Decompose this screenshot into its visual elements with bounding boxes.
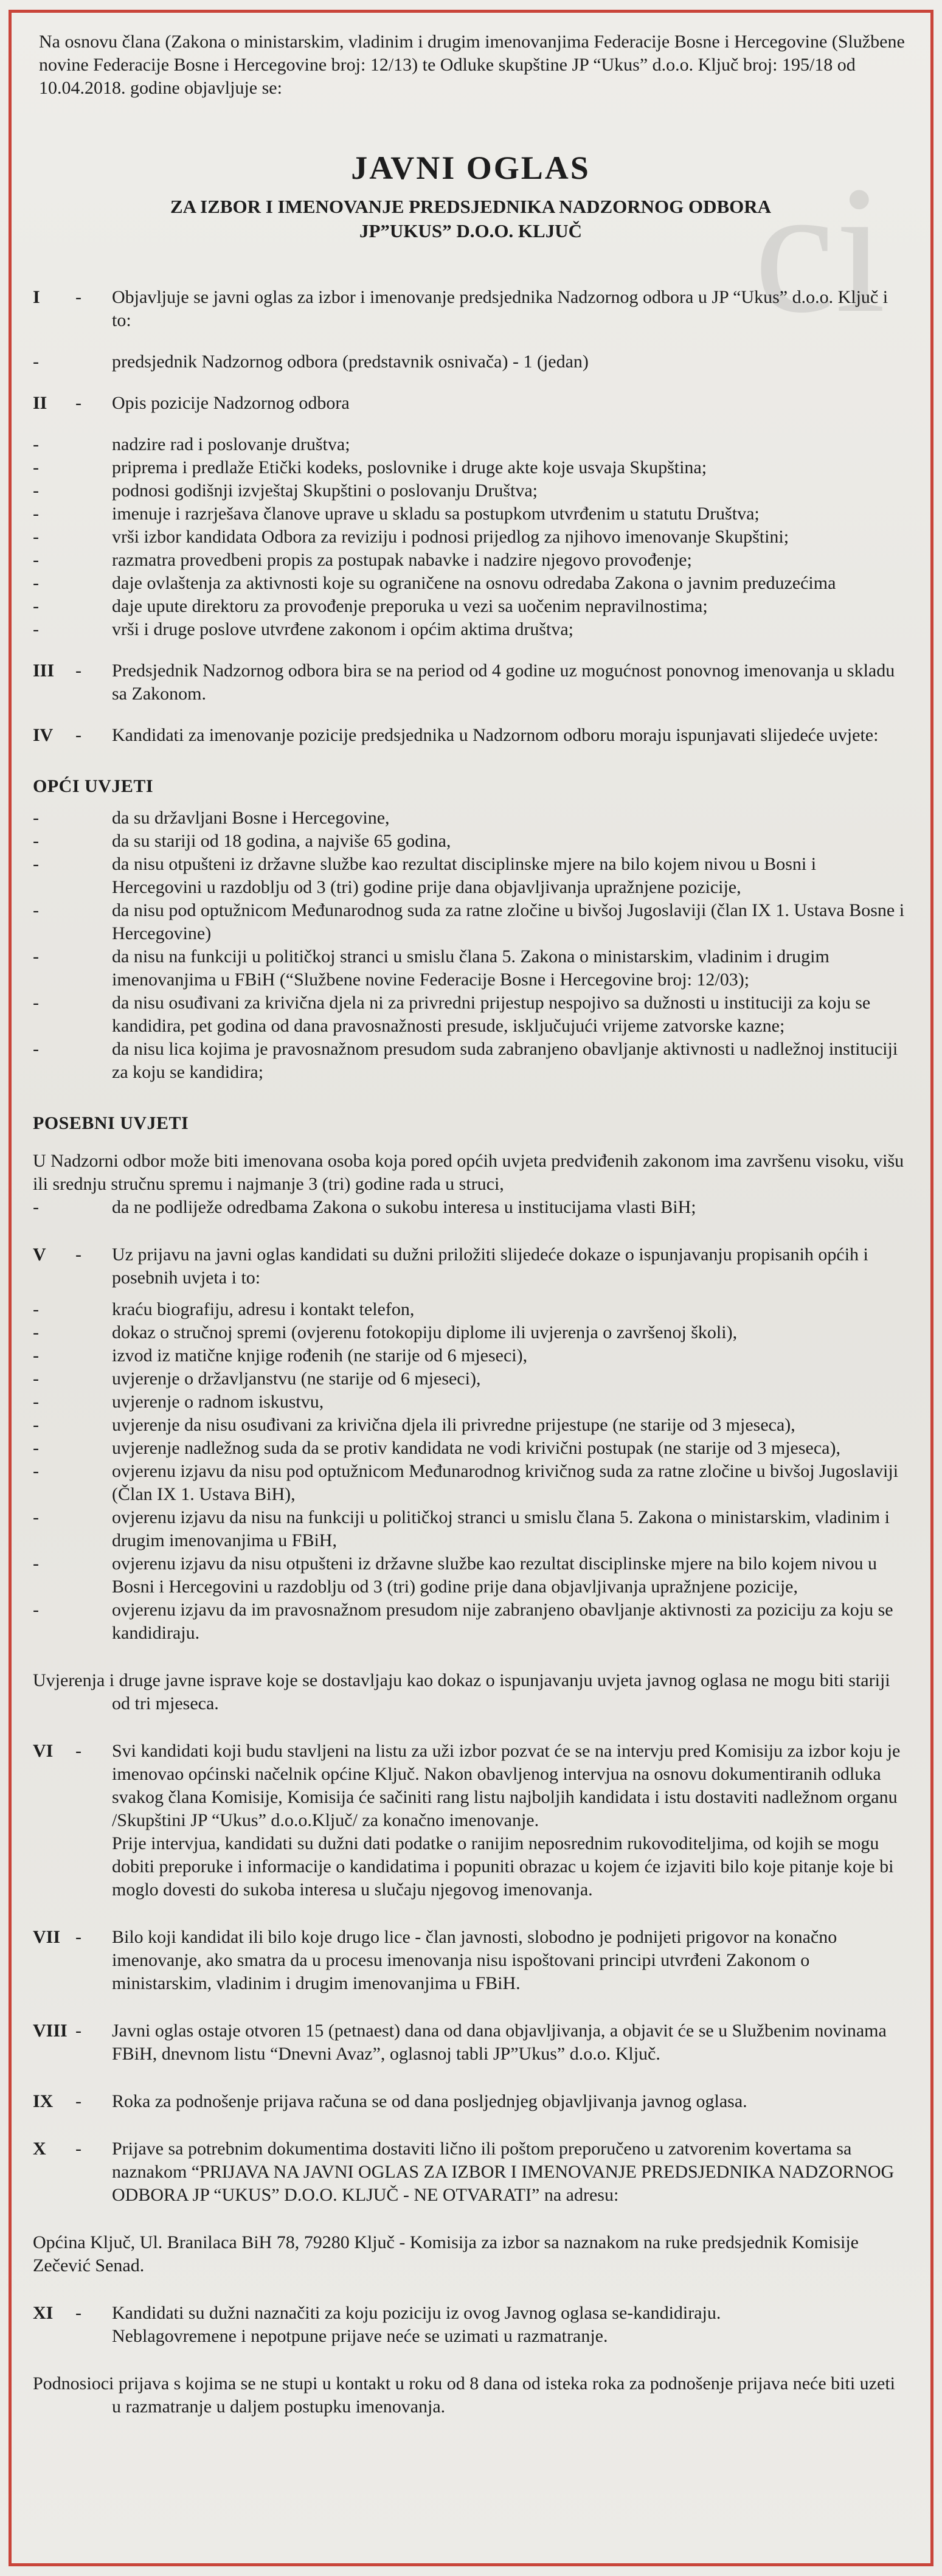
subtitle-line-1: ZA IZBOR I IMENOVANJE PREDSJEDNIKA NADZORNOG ODBORA bbox=[170, 196, 772, 217]
list-item: - vrši i druge poslove utvrđene zakonom i općim aktima društva; bbox=[33, 618, 909, 641]
list-item: - da su stariji od 18 godina, a najviše 65 godina, bbox=[33, 830, 909, 853]
section-7 bbox=[33, 1926, 909, 1995]
list-item: - daje upute direktoru za provođenje preporuka u vezi sa uočenim nepravilnostima; bbox=[33, 595, 909, 618]
section-text: Prijave sa potrebnim dokumentima dostaviti lično ili poštom preporučeno u zatvorenim kovertama sa naznakom “PRIJAVA NA JAVNI OGLAS ZA IZBOR I IMENOVANJE PREDSJEDNIKA NADZORNOG ODBORA JP “UKUS” D.O.O. KLJUČ - NE OTVARATI” na adresu: bbox=[112, 2139, 895, 2205]
bullet-dash: - bbox=[33, 1554, 39, 1574]
bullet-dash: - bbox=[33, 1438, 39, 1458]
certificates-note: Uvjerenja i druge javne isprave koje se dostavljaju kao dokaz o ispunjavanju uvjeta javnog oglasa ne mogu biti stariji od tri mjeseca. bbox=[33, 1670, 890, 1713]
section-number: IX bbox=[33, 2091, 54, 2111]
section-10 bbox=[33, 2137, 909, 2207]
section-dash: - bbox=[75, 1245, 81, 1265]
list-item: - ovjerenu izjavu da nisu na funkciji u političkoj stranci u smislu člana 5. Zakona o ministarskim, vladinim i drugim imenovanjima u FBiH, bbox=[33, 1506, 909, 1552]
section-number: X bbox=[33, 2139, 46, 2159]
bullet-dash: - bbox=[33, 1461, 39, 1481]
section-text: Objavljuje se javni oglas za izbor i imenovanje predsjednika Nadzornog odbora u JP “Ukus” d.o.o. Ključ i to: bbox=[112, 287, 888, 330]
list-item: - ovjerenu izjavu da nisu pod optužnicom Međunarodnog krivičnog suda za ratne zločine u bivšoj Jugoslaviji (Član IX 1. Ustava BiH), bbox=[33, 1460, 909, 1506]
bullet-dash: - bbox=[33, 573, 39, 593]
section-text: Predsjednik Nadzornog odbora bira se na period od 4 godine uz mogućnost ponovnog imenovanja u skladu sa Zakonom. bbox=[112, 661, 895, 704]
section-dash: - bbox=[75, 661, 81, 681]
list-item: - vrši izbor kandidata Odbora za reviziju i podnosi prijedlog za njihovo imenovanje Skupštini; bbox=[33, 526, 909, 549]
section-1 bbox=[33, 286, 909, 332]
section-dash: - bbox=[75, 2091, 81, 2111]
bullet-dash: - bbox=[33, 1197, 39, 1217]
section-dash: - bbox=[75, 393, 81, 413]
bullet-dash: - bbox=[33, 1299, 39, 1319]
list-item: - da nisu otpušteni iz državne službe kao rezultat disciplinske mjere na bilo kojem nivou u Bosni i Hercegovini u razdoblju od 3 (tri) godine prije dana objavljivanja upražnjene pozicije, bbox=[33, 853, 909, 899]
section-11 bbox=[33, 2302, 909, 2348]
section-dash: - bbox=[75, 725, 81, 745]
section-text bbox=[112, 2302, 909, 2348]
bullet-dash: - bbox=[33, 1415, 39, 1435]
bullet-dash: - bbox=[33, 352, 39, 372]
bullet-dash: - bbox=[33, 993, 39, 1013]
bullet-dash: - bbox=[33, 550, 39, 570]
bullet-dash: - bbox=[33, 1039, 39, 1059]
section-number: VI bbox=[33, 1741, 54, 1761]
bullet-dash: - bbox=[33, 1322, 39, 1342]
list-item: - kraću biografiju, adresu i kontakt telefon, bbox=[33, 1298, 909, 1321]
bullet-dash: - bbox=[33, 808, 39, 828]
section-number: IV bbox=[33, 725, 54, 745]
list-item: - daje ovlaštenja za aktivnosti koje su ograničene na osnovu odredaba Zakona o javnim preduzećima bbox=[33, 572, 909, 595]
section-2 bbox=[33, 392, 909, 415]
section-dash: - bbox=[75, 2139, 81, 2159]
list-item: - uvjerenje nadležnog suda da se protiv kandidata ne vodi krivični postupak (ne starije od 3 mjeseca), bbox=[33, 1437, 909, 1460]
section-5 bbox=[33, 1243, 909, 1290]
intro-paragraph: Na osnovu člana (Zakona o ministarskim, vladinim i drugim imenovanjima Federacije Bosne i Hercegovine (Službene novine Federacije Bosne i Hercegovine broj: 12/13) te Odluke skupštine JP “Ukus” d.o.o. Ključ broj: 195/18 od 10.04.2018. godine objavljuje se: bbox=[39, 32, 905, 98]
list-item: - podnosi godišnji izvještaj Skupštini o poslovanju Društva; bbox=[33, 479, 909, 502]
section-11-line-2: Neblagovremene i nepotpune prijave neće se uzimati u razmatranje. bbox=[112, 2326, 608, 2346]
section-number: V bbox=[33, 1245, 46, 1265]
section-dash: - bbox=[75, 1927, 81, 1947]
section-number: VIII bbox=[33, 2021, 68, 2041]
list-item: - priprema i predlaže Etički kodeks, poslovnike i druge akte koje usvaja Skupština; bbox=[33, 456, 909, 479]
bullet-dash: - bbox=[33, 504, 39, 524]
bullet-dash: - bbox=[33, 434, 39, 454]
bullet-dash: - bbox=[33, 527, 39, 547]
special-conditions-text: U Nadzorni odbor može biti imenovana osoba koja pored općih uvjeta predviđenih zakonom ima završenu visoku, višu ili srednju stručnu spremu i najmanje 3 (tri) godine rada u struci, bbox=[33, 1151, 904, 1194]
section-3 bbox=[33, 659, 909, 706]
subtitle-line-2: JP”UKUS” D.O.O. KLJUČ bbox=[359, 220, 582, 241]
general-conditions-list bbox=[33, 807, 909, 1084]
list-item: - imenuje i razrješava članove uprave u skladu sa postupkom utvrđenim u statutu Društva; bbox=[33, 502, 909, 526]
section-text: Javni oglas ostaje otvoren 15 (petnaest) dana od dana objavljivanja, a objavit će se u Službenim novinama FBiH, dnevnom listu “Dnevni Avaz”, oglasnoj tabli JP”Ukus” d.o.o. Ključ. bbox=[112, 2021, 887, 2064]
bullet-dash: - bbox=[33, 854, 39, 874]
section-text: Bilo koji kandidat ili bilo koje drugo lice - član javnosti, slobodno je podnijeti prigovor na konačno imenovanje, ako smatra da u procesu imenovanja nisu ispoštovani principi utvrđeni Zakonom o ministarskim, vladinim i drugim imenovanjima u FBiH. bbox=[112, 1927, 837, 1993]
bullet-dash: - bbox=[33, 831, 39, 851]
list-item: - da nisu lica kojima je pravosnažnom presudom suda zabranjeno obavljanje aktivnosti u nadležnoj instituciji za koju se kandidira; bbox=[33, 1038, 909, 1084]
bullet-dash: - bbox=[33, 481, 39, 501]
list-item: - da nisu osuđivani za krivična djela ni za privredni prijestup nespojivo sa dužnosti u instituciji za koju se kandidira, pet godina od dana pravosnažnosti presude, isključujući vrijeme zatvorske kazne; bbox=[33, 991, 909, 1038]
list-item: - razmatra provedbeni propis za postupak nabavke i nadzire njegovo provođenje; bbox=[33, 549, 909, 572]
list-item: - uvjerenje o radnom iskustvu, bbox=[33, 1390, 909, 1414]
section-6-paragraph-2: Prije intervjua, kandidati su dužni dati podatke o ranijim neposrednim rukovoditeljima, od kojih se mogu dobiti preporuke i informacije o kandidatima i popuniti obrazac u kojem će izjaviti bilo koje pitanje koje bi moglo dovesti do sukoba interesa u slučaju njegovog imenovanja. bbox=[112, 1833, 894, 1900]
submission-address: Općina Ključ, Ul. Branilaca BiH 78, 79280 Ključ - Komisija za izbor sa naznakom na ruke predsjednik Komisije Zečević Senad. bbox=[33, 2232, 859, 2276]
list-item: - predsjednik Nadzornog odbora (predstavnik osnivača) - 1 (jedan) bbox=[33, 350, 909, 373]
bullet-dash: - bbox=[33, 457, 39, 477]
section-text: Kandidati za imenovanje pozicije predsjednika u Nadzornom odboru moraju ispunjavati slijedeće uvjete: bbox=[112, 725, 879, 745]
list-item: - da nisu pod optužnicom Međunarodnog suda za ratne zločine u bivšoj Jugoslaviji (član IX 1. Ustava Bosne i Hercegovine) bbox=[33, 899, 909, 945]
ad-content bbox=[33, 30, 909, 2418]
section-6-paragraph-1: Svi kandidati koji budu stavljeni na listu za uži izbor pozvat će se na intervju pred Komisiju za izbor koju je imenovao općinski načelnik općine Ključ. Nakon obavljenog intervjua na osnovu dokumentiranih odluka svakog člana Komisije, Komisija će sačiniti rang listu najboljih kandidata i istu dostaviti nadležnom organu /Skupštini JP “Ukus” d.o.o.Ključ/ za konačno imenovanje. bbox=[112, 1741, 901, 1830]
section-6 bbox=[33, 1740, 909, 1901]
section-number: I bbox=[33, 287, 40, 307]
section-8 bbox=[33, 2019, 909, 2066]
section-number: VII bbox=[33, 1927, 61, 1947]
section-text: Uz prijavu na javni oglas kandidati su dužni priložiti slijedeće dokaze o ispunjavanju propisanih općih i posebnih uvjeta i to: bbox=[112, 1245, 868, 1288]
section-number: XI bbox=[33, 2303, 54, 2323]
bullet-dash: - bbox=[33, 946, 39, 967]
list-item: - da su državljani Bosne i Hercegovine, bbox=[33, 807, 909, 830]
section-number: III bbox=[33, 661, 55, 681]
section-11-line-1: Kandidati su dužni naznačiti za koju poziciju iz ovog Javnog oglasa se-kandidiraju. bbox=[112, 2303, 721, 2323]
section-1-list bbox=[33, 350, 909, 373]
bullet-dash: - bbox=[33, 1600, 39, 1620]
section-dash: - bbox=[75, 287, 81, 307]
ad-title: JAVNI OGLAS bbox=[351, 150, 590, 186]
section-dash: - bbox=[75, 2303, 81, 2323]
section-dash: - bbox=[75, 1741, 81, 1761]
list-item: - ovjerenu izjavu da nisu otpušteni iz državne službe kao rezultat disciplinske mjere na bilo kojem nivou u Bosni i Hercegovini u razdoblju od 3 (tri) godine prije dana objavljivanja upražnjene pozicije, bbox=[33, 1552, 909, 1599]
list-item: - ovjerenu izjavu da im pravosnažnom presudom nije zabranjeno obavljanje aktivnosti za poziciju za koju se kandidiraju. bbox=[33, 1599, 909, 1645]
section-5-list bbox=[33, 1298, 909, 1645]
bullet-dash: - bbox=[33, 1392, 39, 1412]
general-conditions-heading: OPĆI UVJETI bbox=[33, 776, 154, 796]
list-item: - da nisu na funkciji u političkoj stranci u smislu člana 5. Zakona o ministarskim, vladinim i drugim imenovanjima u FBiH (“Službene novine Federacije Bosne i Hercegovine broj: 12/03); bbox=[33, 945, 909, 991]
section-9 bbox=[33, 2090, 909, 2113]
bullet-dash: - bbox=[33, 1345, 39, 1366]
bullet-dash: - bbox=[33, 1507, 39, 1527]
bullet-dash: - bbox=[33, 596, 39, 616]
section-dash: - bbox=[75, 2021, 81, 2041]
bullet-dash: - bbox=[33, 900, 39, 920]
special-conditions-list bbox=[33, 1196, 909, 1219]
show-through-text: ci bbox=[754, 158, 886, 350]
special-conditions-heading: POSEBNI UVJETI bbox=[33, 1113, 189, 1133]
section-text: Roka za podnošenje prijava računa se od dana posljednjeg objavljivanja javnog oglasa. bbox=[112, 2091, 747, 2111]
section-4 bbox=[33, 724, 909, 747]
list-item: - uvjerenje o državljanstvu (ne starije od 6 mjeseci), bbox=[33, 1367, 909, 1390]
list-item: - nadzire rad i poslovanje društva; bbox=[33, 433, 909, 456]
section-number: II bbox=[33, 393, 47, 413]
bullet-dash: - bbox=[33, 1369, 39, 1389]
section-2-list bbox=[33, 433, 909, 641]
list-item: - uvjerenje da nisu osuđivani za krivična djela ili privredne prijestupe (ne starije od 3 mjeseca), bbox=[33, 1414, 909, 1437]
list-item: - da ne podliježe odredbama Zakona o sukobu interesa u institucijama vlasti BiH; bbox=[33, 1196, 909, 1219]
section-text bbox=[112, 1740, 909, 1901]
list-item: - dokaz o stručnoj spremi (ovjerenu fotokopiju diplome ili uvjerenja o završenoj školi), bbox=[33, 1321, 909, 1344]
list-item: - izvod iz matične knjige rođenih (ne starije od 6 mjeseci), bbox=[33, 1344, 909, 1367]
ad-subtitle bbox=[33, 195, 909, 243]
closing-paragraph: Podnosioci prijava s kojima se ne stupi u kontakt u roku od 8 dana od isteka roka za podnošenje prijava neće biti uzeti u razmatranje u daljem postupku imenovanja. bbox=[33, 2373, 895, 2417]
bullet-dash: - bbox=[33, 619, 39, 639]
section-text: Opis pozicije Nadzornog odbora bbox=[112, 393, 350, 413]
